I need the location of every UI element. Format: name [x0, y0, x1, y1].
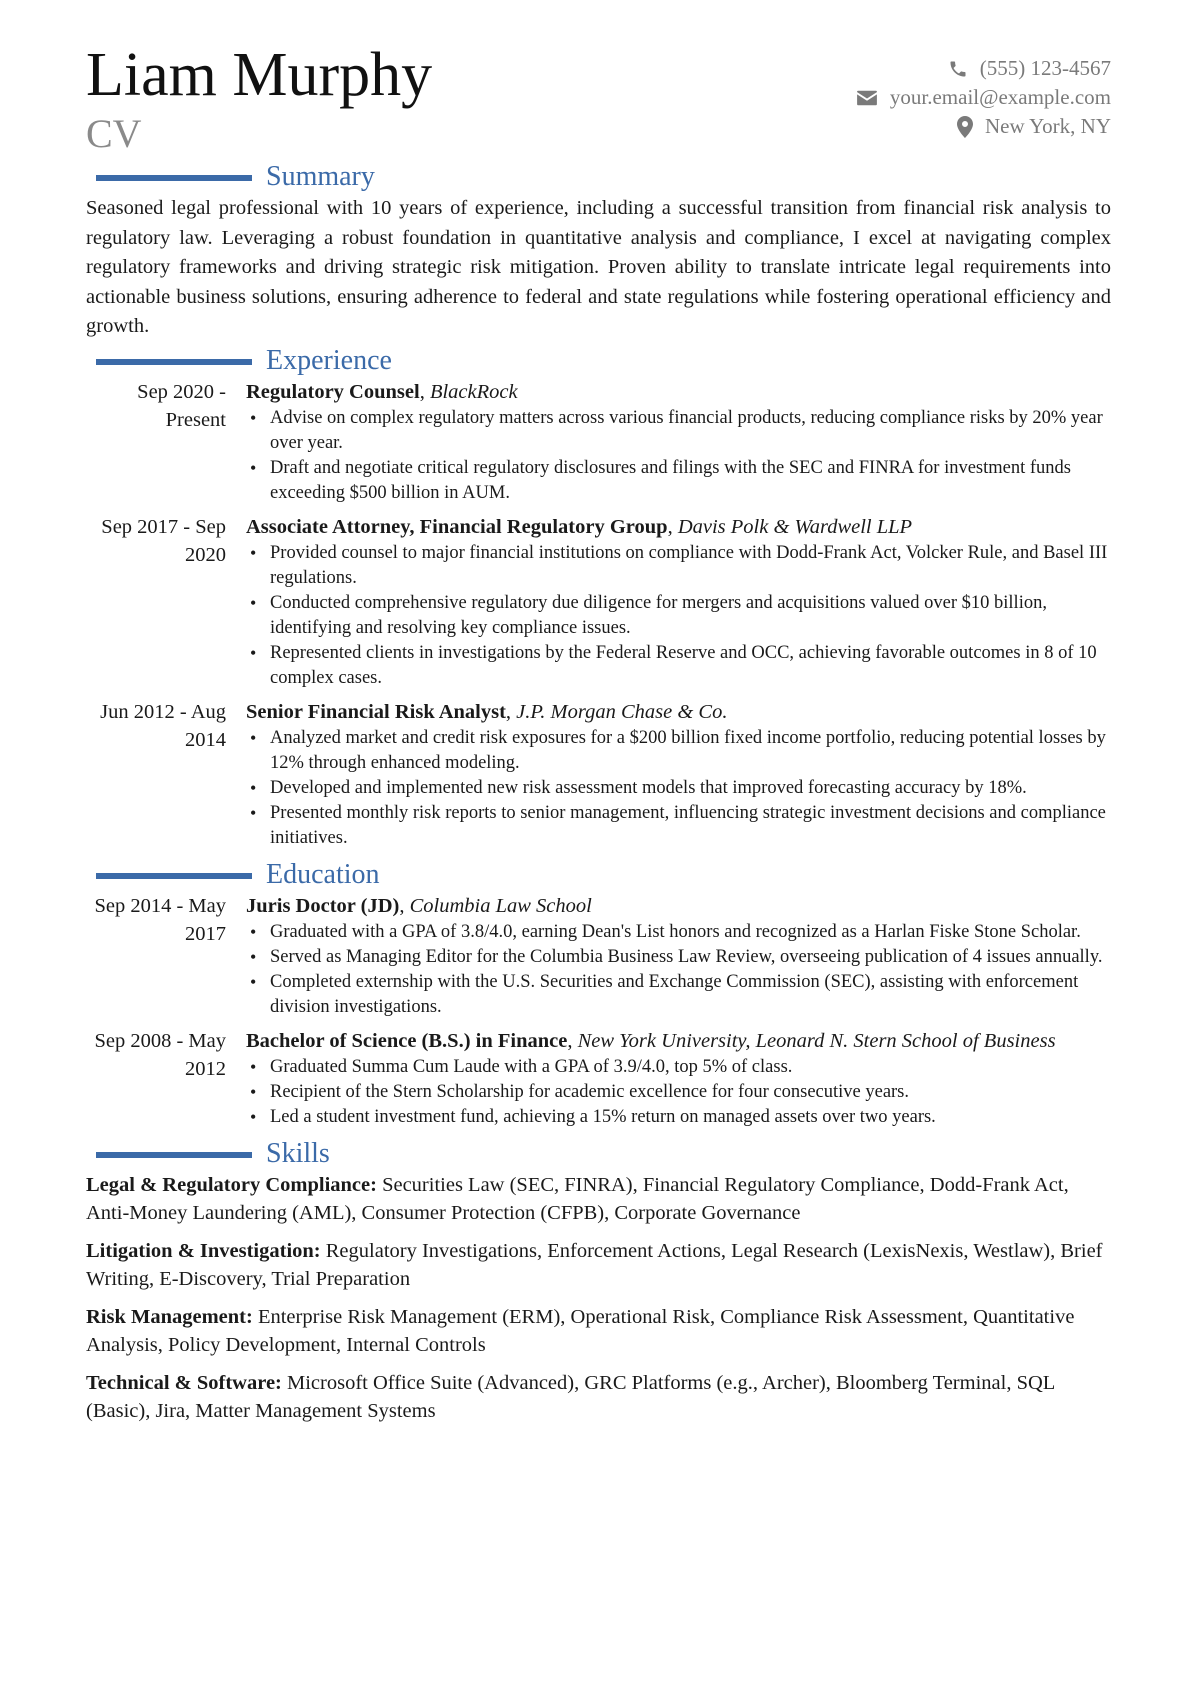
entry-org: BlackRock [429, 380, 518, 403]
phone-icon [948, 59, 968, 79]
contact-email[interactable] [856, 83, 1111, 112]
section-title: Experience [266, 344, 392, 376]
contact-phone[interactable] [856, 54, 1111, 83]
skill-group [86, 1369, 1111, 1425]
entry-date: Sep 2008 - May 2012 [94, 1029, 226, 1080]
section-bar [96, 1152, 252, 1158]
experience-list [86, 378, 1111, 851]
skill-label: Risk Management: [86, 1305, 253, 1328]
entry-date: Sep 2017 - Sep 2020 [101, 515, 226, 566]
bullet-item: • Graduated with a GPA of 3.8/4.0, earning Dean's List honors and recognized as a Harlan Fiske Stone Scholar. [270, 920, 1111, 945]
envelope-icon [856, 89, 878, 107]
entry-bullets [246, 1055, 1111, 1130]
contact-block [856, 54, 1111, 141]
skill-items: Enterprise Risk Management (ERM), Operational Risk, Compliance Risk Assessment, Quantitative Analysis, Policy Development, Internal Controls [86, 1305, 1075, 1356]
entry-title: Associate Attorney, Financial Regulatory Group, Davis Polk & Wardwell LLP [246, 515, 913, 538]
education-entry [86, 1027, 1111, 1130]
entry-org: Columbia Law School [409, 894, 592, 917]
entry-role: Associate Attorney, Financial Regulatory Group [246, 515, 668, 538]
education-list [86, 892, 1111, 1130]
skill-label: Legal & Regulatory Compliance: [86, 1173, 377, 1196]
section-bar [96, 873, 252, 879]
skill-label: Litigation & Investigation: [86, 1239, 321, 1262]
bullet-item: • Conducted comprehensive regulatory due diligence for mergers and acquisitions valued over $10 billion, identifying and resolving key compliance issues. [270, 591, 1111, 641]
entry-role: Regulatory Counsel [246, 380, 420, 403]
entry-title: Bachelor of Science (B.S.) in Finance, New York University, Leonard N. Stern School of Business [246, 1029, 1056, 1052]
entry-title: Juris Doctor (JD), Columbia Law School [246, 894, 592, 917]
entry-bullets [246, 541, 1111, 691]
bullet-item: • Provided counsel to major financial institutions on compliance with Dodd-Frank Act, Volcker Rule, and Basel III regulations. [270, 541, 1111, 591]
section-title: Summary [266, 161, 375, 192]
bullet-item: • Advise on complex regulatory matters across various financial products, reducing compliance risks by 20% year over year. [270, 406, 1111, 456]
entry-bullets [246, 726, 1111, 851]
entry-role: Juris Doctor (JD) [246, 894, 400, 917]
experience-entry [86, 513, 1111, 691]
map-pin-icon [957, 116, 973, 138]
section-summary-heading [86, 160, 1111, 194]
skill-group [86, 1171, 1111, 1227]
bullet-item: • Graduated Summa Cum Laude with a GPA of 3.9/4.0, top 5% of class. [270, 1055, 1111, 1080]
bullet-item: • Completed externship with the U.S. Securities and Exchange Commission (SEC), assisting with enforcement division investigations. [270, 970, 1111, 1020]
experience-entry [86, 378, 1111, 506]
entry-role: Senior Financial Risk Analyst [246, 700, 506, 723]
phone-text: (555) 123-4567 [979, 56, 1111, 80]
section-experience-heading [86, 344, 1111, 378]
bullet-item: • Analyzed market and credit risk exposures for a $200 billion fixed income portfolio, reducing potential losses by 12% through enhanced modeling. [270, 726, 1111, 776]
skill-group [86, 1303, 1111, 1359]
entry-date: Sep 2020 - Present [137, 380, 226, 431]
bullet-item: • Represented clients in investigations by the Federal Reserve and OCC, achieving favorable outcomes in 8 of 10 complex cases. [270, 641, 1111, 691]
resume-page [86, 40, 1111, 1435]
skill-items: Regulatory Investigations, Enforcement Actions, Legal Research (LexisNexis, Westlaw), Brief Writing, E-Discovery, Trial Preparation [86, 1239, 1103, 1290]
bullet-item: • Draft and negotiate critical regulatory disclosures and filings with the SEC and FINRA for investment funds exceeding $500 billion in AUM. [270, 456, 1111, 506]
skill-items: Securities Law (SEC, FINRA), Financial Regulatory Compliance, Dodd-Frank Act, Anti-Money Laundering (AML), Consumer Protection (CFPB), Corporate Governance [86, 1173, 1069, 1224]
bullet-item: • Served as Managing Editor for the Columbia Business Law Review, overseeing publication of 4 issues annually. [270, 945, 1111, 970]
entry-bullets [246, 406, 1111, 506]
skill-items: Microsoft Office Suite (Advanced), GRC Platforms (e.g., Archer), Bloomberg Terminal, SQL (Basic), Jira, Matter Management Systems [86, 1371, 1055, 1422]
contact-location [856, 112, 1111, 141]
skill-label: Technical & Software: [86, 1371, 282, 1394]
entry-date: Sep 2014 - May 2017 [94, 894, 226, 945]
entry-org: J.P. Morgan Chase & Co. [516, 700, 728, 723]
bullet-item: • Presented monthly risk reports to senior management, influencing strategic investment decisions and compliance initiatives. [270, 801, 1111, 851]
entry-org: New York University, Leonard N. Stern School of Business [577, 1029, 1056, 1052]
section-skills-heading [86, 1137, 1111, 1171]
document-subtitle: CV [86, 111, 142, 156]
section-bar [96, 175, 252, 181]
entry-role: Bachelor of Science (B.S.) in Finance [246, 1029, 568, 1052]
bullet-item: • Recipient of the Stern Scholarship for academic excellence for four consecutive years. [270, 1080, 1111, 1105]
section-education-heading [86, 858, 1111, 892]
summary-text: Seasoned legal professional with 10 years of experience, including a successful transition from financial risk analysis to regulatory law. Leveraging a robust foundation in quantitative analysis and compliance, I excel at navigating complex regulatory frameworks and driving strategic risk mitigation. Proven ability to translate intricate legal requirements into actionable business solutions, ensuring adherence to federal and state regulations while fostering operational efficiency and growth. [86, 197, 1111, 337]
bullet-item: • Developed and implemented new risk assessment models that improved forecasting accuracy by 18%. [270, 776, 1111, 801]
section-bar [96, 359, 252, 365]
candidate-name: Liam Murphy [86, 41, 433, 109]
skills-list [86, 1171, 1111, 1425]
education-entry [86, 892, 1111, 1020]
resume-header [86, 40, 1111, 158]
location-text: New York, NY [984, 114, 1111, 138]
section-title: Skills [266, 1137, 330, 1169]
skill-group [86, 1237, 1111, 1293]
entry-title: Senior Financial Risk Analyst, J.P. Morgan Chase & Co. [246, 700, 728, 723]
entry-bullets [246, 920, 1111, 1020]
bullet-item: • Led a student investment fund, achieving a 15% return on managed assets over two years. [270, 1105, 1111, 1130]
entry-title: Regulatory Counsel, BlackRock [246, 380, 518, 403]
experience-entry [86, 698, 1111, 851]
email-text: your.email@example.com [889, 85, 1111, 109]
section-title: Education [266, 858, 380, 890]
entry-org: Davis Polk & Wardwell LLP [677, 515, 913, 538]
entry-date: Jun 2012 - Aug 2014 [100, 700, 226, 751]
